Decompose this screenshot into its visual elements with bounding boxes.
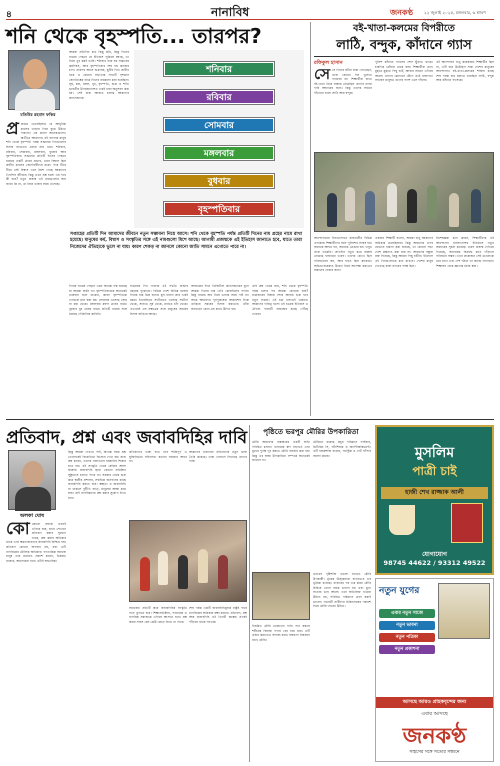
story1-column-3: দিনের নামের পেছনে এমন অনেক গল্প রয়েছে যা আমরা জানি না। বৃহস্পতিবারকে অনেকেই গুরুবার বলে থাকেন, কারণ বৃহস্পতিকে দেবগুরু মনে করা হয়। সোমবার এসেছে সোম বা চন্দ্র থেকে। মঙ্গলবার মঙ্গল গ্রহের নামে। বুধবার বুধ গ্রহের নামে। প্রতিটি নামের সঙ্গে রয়েছে পৌরাণিক কাহিনি।	[69, 284, 127, 316]
weekday-label: সোমবার	[164, 118, 274, 132]
story1-column-2: আমরা প্রতিদিন কত কিছু করি, কিন্তু দিনের নামের পেছনে যে ইতিহাস লুকিয়ে আছে, তা নিয়ে খুব কমই ভাবি। শনিবার শুরু হয় সপ্তাহের কর্মদিবস, আর বৃহস্পতিবার শেষ হয় কাজের চাপ। তারপর আসে শুক্রবার, ছুটির দিন। প্রাচীন গ্রিক ও রোমান সভ্যতায় সাতটি দৃশ্যমান জ্যোতিষ্কের নামে দিনের নামকরণ করা হয়েছিল। সূর্য, চন্দ্র, মঙ্গল, বুধ, বৃহস্পতি, শুক্র ও শনি। ভারতীয় উপমহাদেশেও একই ধারা অনুসরণ করা হয়। সেই ধারা আজও চলছে আমাদের ক্যালেন্ডারে।	[69, 50, 129, 100]
promo-heading: নতুন যুগের	[379, 586, 420, 596]
story1-column-6: তাই প্রশ্ন থেকে যায়, শনি থেকে বৃহস্পতি পর্যন্ত চলার পর আমরা কোথায় যাব? শুক্রবারের বিশ্রাম শেষে আবার শুরু হবে নতুন সপ্তাহ। এই চক্র চলতেই থাকবে। আমাদের দায়িত্ব হলো এই চক্রের ইতিহাস ও ঐতিহ্য পরবর্তী প্রজন্মের কাছে পৌঁছে দেওয়া।	[252, 284, 308, 316]
ad-line-2: পাত্রী চাই	[412, 464, 457, 478]
fennel-photo	[252, 572, 310, 620]
weekday-label: শনিবার	[164, 62, 274, 76]
protest-photo	[314, 152, 494, 232]
story4-column-3: নিয়মিত মৌরি ভেজানো পানি পান করলে শরীরের বিষাক্ত পদার্থ বের হয়ে যায়। এটি ওজন কমাতেও সাহায্য করে। রক্তচাপ নিয়ন্ত্রণে রাখে মৌরি।	[252, 624, 310, 642]
story2-column-1: সেসে দিনের ঘটনা যারা দেখেছেন, তারা কোনো দিন ভুলতে পারবেন না। শিক্ষার্থীরা হাতে বই-খাতা নিয়ে রাস্তায় নেমেছিল তাদের ন্যায্য দাবি আদায়ের জন্য। কিন্তু তাদের সামনে দাঁড়ানো হলো লাঠি আর বন্দুক।	[314, 68, 372, 95]
story1-column-1: প্র প্রথমে ভেবেছিলাম যে আধুনিক কালের তাড়না দিয়ে বুঝে উঠতে পারবো। এর কারণ অনেকগুলো। অতীতে আমাদের এই বাংলার মানুষ শনি থেকে বৃহস্পতি পর্যন্ত সপ্তাহের দিনগুলোর হিসাব রাখতেন গ্রহের নাম ধরে। শনিবার, রবিবার, সোমবার, মঙ্গলবার, বুধবার আর বৃহস্পতিবার। সপ্তাহের প্রতিটি দিনের পেছনে রয়েছে একটি গ্রহের প্রভাব, এমন বিশ্বাস ছিল প্রাচীন কালের জ্যোতিষীদের মধ্যে। পরে ধীরে ধীরে সেই বিশ্বাস এসে মিশে গেছে আমাদের দৈনন্দিন জীবনে। কিন্তু এখন প্রশ্ন হলো এর পরে কী হবে? নতুন প্রজন্ম এই নামগুলোর অর্থ জানে কি না, তা নিয়ে ভাবার সময় এসেছে।	[6, 122, 66, 186]
story3-column-2: কিন্তু আমরা দেখতে পাই, অনেক সময় প্রশ্ন তোলাকেই বিরোধিতা হিসেবে দেখা হয়। যারা প্রশ্ন করেন, তাদের নানাভাবে হয়রানির শিকার হতে হয়। এই সংস্কৃতি থেকে বেরিয়ে আসা জরুরি। জবাবদিহি ছাড়া কোনো প্রতিষ্ঠান সুষ্ঠুভাবে চলতে পারে না। সরকার থেকে শুরু করে স্থানীয় প্রশাসন, সবাইকে জনগণের কাছে জবাবদিহি করতে হবে। স্বচ্ছতা ও জবাবদিহি না থাকলে দুর্নীতি বাড়ে, মানুষের আস্থা কমে যায়। তাই নাগরিকদের প্রশ্ন করার সুযোগ দিতে হবে।	[68, 450, 126, 500]
newspaper-logo: জনকণ্ঠ	[390, 8, 414, 17]
promo-chip: নতুন ভাবনা	[379, 621, 435, 630]
ad-advertiser: হাজী শেখ রাজ্জাক আলী	[381, 487, 488, 499]
story4-column-1: মৌরি আমাদের রান্নাঘরের একটি অতি পরিচিত মসলা। খাবারের স্বাদ বাড়াতে এবং মুখের দুর্গন্ধ দূর করতে মৌরি ব্যবহার করা হয়। কিন্তু এর স্বাস্থ্য উপকারিতা সম্পর্কে অনেকেই জানেন না।	[252, 440, 310, 463]
promo-chip: এবার নতুন সাজে	[379, 609, 435, 618]
ad-line-1: মুসলিম	[414, 445, 455, 461]
promo-pretitle: এবার আসছে	[421, 711, 448, 717]
story2-headline: লাঠি, বন্দুক, কাঁদানে গ্যাস	[336, 38, 472, 53]
story3-column-4: আমাদের তরুণেরা প্রতিবাদের নতুন ভাষা তৈরি করেছে। তারা দেয়ালে লিখেছে তাদের দাবি।	[189, 450, 247, 464]
page-header	[6, 4, 494, 20]
story1-column-4: সপ্তাহের দিন গণনার এই পদ্ধতি হাজার বছরের পুরোনো। বিভিন্ন দেশে বিভিন্ন ভাষায় দিনের নাম ভিন্ন হলেও মূল ধারণা প্রায় একই রকম। ইংরেজিতে স্যাটারডে এসেছে স্যাটার্ন থেকে, সানডে সূর্য থেকে, মানডে চাঁদ থেকে। এভাবেই গ্রহ নক্ষত্রের সঙ্গে মানুষের সময়ের হিসাব জড়িয়ে আছে।	[130, 284, 188, 316]
page-number: ৪	[6, 10, 12, 20]
story1-pull-quote: সপ্তাহের প্রতিটি দিন আমাদের জীবনে নতুন সম্ভাবনা নিয়ে আসে। শনি থেকে বৃহস্পতি পর্যন্ত প্রতিটি দিনের নাম গ্রহের নামে রাখা হয়েছে। মানুষের কর্ম, বিশ্বাস ও সংস্কৃতির সঙ্গে এই নামগুলো মিশে আছে। আগামী প্রজন্মকে এই ইতিহাস জানাতে হবে, যাতে তারা নিজেদের ঐতিহ্যকে ভুলে না যায়। কারণ শেকড় না জানলে কোনো জাতি সামনে এগোতে পারে না।	[70, 232, 302, 250]
story2-column-2: পুলিশ কাঁদানে গ্যাসের শেল ছুঁড়তে থাকে। চারদিক ধোঁয়ায় ঢেকে যায়। শিক্ষার্থীরা চোখ মুছতে মুছতে পিছু হটে, আবার সামনে এগিয়ে আসে। তাদের স্লোগানে কেঁপে ওঠে রাজপথ। সাধারণ মানুষও তাদের পাশে এসে দাঁড়ায়।	[375, 60, 433, 83]
story1-headline: শনি থেকে বৃহস্পতি... তারপর?	[6, 24, 262, 48]
promo-banner: আসছে আরও গ্রাহকবৃন্দের জন্য	[376, 697, 493, 708]
tea-pack-icon	[451, 503, 483, 543]
story4-headline: পৃষ্ঠিতে ভরপুর মৌরির উপকারিতা	[263, 427, 359, 436]
story2-column-5: একজন শিক্ষার্থী বলেন, আমরা শুধু আমাদের অধিকার চেয়েছিলাম। কিন্তু আমাদের ওপর যেভাবে হামলা করা হয়েছে, তা কোনো সভ্য দেশে কল্পনাও করা যায় না। আমাদের বন্ধুরা রক্ত দিয়েছে, কিন্তু আমরা পিছু হটিনি। ইতিহাস এই দিনগুলোকে মনে রাখবে। দেশের মানুষ দেখেছে কারা ন্যায়ের পক্ষে ছিল।	[375, 236, 433, 268]
matrimonial-ad	[375, 425, 494, 575]
promo-chip: নতুন পত্রিকা	[379, 633, 435, 642]
weekday-label: মঙ্গলবার	[164, 146, 274, 160]
story3-byline: অলকা ঘোষ	[19, 513, 45, 519]
protest-photo	[129, 520, 247, 602]
story4-column-4: চোখের দৃষ্টিশক্তি ভালো রাখতে মৌরি উপকারী। ত্বকের উজ্জ্বলতা বাড়াতেও এর ভূমিকা রয়েছে। খাবারের পর এক চামচ মৌরি চিবিয়ে খেলে হজম ভালো হয় এবং মুখে সতেজ ভাব আসে। তবে অতিরিক্ত খাওয়া উচিত নয়, পরিমিত পরিমাণে গ্রহণ করাই ভালো। গর্ভবতী নারীদের চিকিৎসকের পরামর্শ নিয়ে মৌরি খাওয়া উচিত।	[313, 572, 371, 609]
magazine-cover-image	[438, 583, 490, 639]
story2-column-4: আন্দোলনের দিনগুলোতে রাজধানীর বিভিন্ন এলাকায় শিক্ষার্থীদের সঙ্গে পুলিশের সংঘর্ষ হয়। অনেকে আহত হন, অনেকে গ্রেপ্তার হন। তবুও তারা থামেনি। প্রতিদিন নতুন করে রাস্তায় নেমেছে হাজারো তরুণ। তাদের চোখে ছিল পরিবর্তনের স্বপ্ন, আর হাতে ছিল প্ল্যাকার্ড। অভিভাবকেরাও উদ্বেগ নিয়ে অপেক্ষা করতেন সন্তানের ফেরার জন্য।	[314, 236, 372, 273]
promo-tagline: সাহসের সঙ্গে সত্যের সন্ধানে	[409, 750, 460, 755]
issue-date: ২২ জুলাই ২০২৫, মঙ্গলবার, ৬ শ্রাবণ ১৪৩২	[424, 10, 486, 22]
story1-byline: মতিউর রহমান ফকির	[20, 112, 56, 117]
story4-column-2: মৌরিতে রয়েছে প্রচুর পরিমাণে ফাইবার, ভিটামিন সি, পটাশিয়াম ও অ্যান্টিঅক্সিডেন্ট। এটি হজমশক্তি বাড়ায়, গ্যাস্ট্রিক ও পেট ফাঁপার সমস্যা কমায়।	[313, 440, 371, 458]
story3-author-photo	[8, 450, 56, 510]
ad-contact-label: যোগাযোগ	[422, 551, 447, 558]
story3-column-3: প্রতিবাদের ভাষা হতে হবে শান্তিপূর্ণ ও যুক্তিনির্ভর। সহিংসতা কখনো সমাধান আনে না।	[129, 450, 187, 464]
story3-column-5: সমাজের প্রতিটি স্তরে জবাবদিহির সংস্কৃতি গড়ে তুলতে হবে। শিক্ষাপ্রতিষ্ঠান, গণমাধ্যম ও নাগরিক সমাজকে এগিয়ে আসতে হবে। প্রশ্ন করার সাহস যেন কেউ কেড়ে নিতে না পারে।	[129, 606, 187, 624]
weekday-label: রবিবার	[164, 90, 274, 104]
weekday-label: বুধবার	[164, 174, 274, 188]
dropcap: সে	[314, 68, 330, 83]
story3-headline: প্রতিবাদ, প্রশ্ন এবং জবাবদিহির দাবি	[6, 428, 248, 448]
column-divider	[310, 22, 311, 416]
weekday-label: বৃহস্পতিবার	[164, 202, 274, 216]
dropcap: কো	[6, 522, 30, 539]
story3-column-1: কোকোনো সমাজ তখনই এগিয়ে যায়, যখন সেখানে প্রতিবাদ করার সুযোগ থাকে, প্রশ্ন করার অধিকার থাকে এবং ক্ষমতাবানদের জবাবদিহি নিশ্চিত হয়। প্রতিবাদ কোনো অপরাধ নয়, বরং এটি নাগরিকের মৌলিক অধিকার। গণতান্ত্রিক সমাজে মানুষ তার মতামত প্রকাশ করবে, ভিন্নমত থাকবে, আলোচনা হবে। এটাই স্বাভাবিক।	[6, 522, 66, 563]
story2-column-3: এই আন্দোলন শুধু কয়েকজন শিক্ষার্থীর ছিল না, এটি হয়ে উঠেছিল সারা দেশের মানুষের আন্দোলন। বই-খাতা-কলমের শক্তির কাছে শেষ পর্যন্ত হার মানতে হয়েছিল লাঠি, বন্দুক আর কাঁদানে গ্যাসকে।	[436, 60, 494, 83]
column-divider	[249, 425, 250, 762]
story2-column-6: বিশেষজ্ঞরা মনে করেন, শিক্ষার্থীদের এই আন্দোলন বাংলাদেশের ইতিহাসে নতুন অধ্যায়ের সূচনা করেছে। তরুণ প্রজন্ম দেখিয়ে দিয়েছে, অন্যায়ের বিরুদ্ধে রুখে দাঁড়ালে পরিবর্তন সম্ভব। এখন প্রয়োজন সেই চেতনাকে ধরে রাখা এবং দেশ গঠনে তা কাজে লাগানো। শিক্ষাঙ্গন হোক জ্ঞানের চর্চার স্থান।	[436, 236, 494, 268]
newspaper-promo-ad	[375, 578, 494, 762]
section-divider	[6, 419, 494, 420]
story1-author-photo	[8, 50, 60, 110]
tea-cup-icon	[389, 505, 415, 535]
story2-byline: রফিকুল হাসান	[314, 60, 343, 66]
story3-column-6: শেষ পর্যন্ত একটি জবাবদিহিমূলক রাষ্ট্রই পারে নাগরিকের অধিকার রক্ষা করতে। প্রতিবাদ, প্রশ্ন আর জবাবদিহি এই তিনটি স্তম্ভের ওপরই দাঁড়িয়ে থাকে গণতন্ত্র।	[189, 606, 247, 624]
section-title: নানাবিধ	[211, 5, 250, 19]
ad-phone-numbers: 98745 44622 / 93312 49522	[383, 559, 486, 567]
story2-rule	[314, 56, 494, 57]
story1-column-5: আজকের দিনে ডিজিটাল ক্যালেন্ডারের যুগে আমরা দিনের নাম দেখি মোবাইলের পর্দায়। কিন্তু নামের অর্থ নিয়ে ভাবার সময় পাই না। অথচ আমাদের পূর্বপুরুষেরা আকাশের দিকে তাকিয়ে সময়ের হিসাব করতেন। তাঁরা জানতেন কোন গ্রহ কখন উদিত হয়।	[191, 284, 249, 311]
promo-brand: জনকণ্ঠ	[402, 724, 467, 749]
dropcap: প্র	[6, 122, 19, 139]
promo-chip: নতুন প্রকাশনা	[379, 645, 435, 654]
story2-kicker: বই-খাতা-কলমের বিপরীতে	[353, 23, 455, 34]
weekday-graphic	[134, 50, 304, 228]
